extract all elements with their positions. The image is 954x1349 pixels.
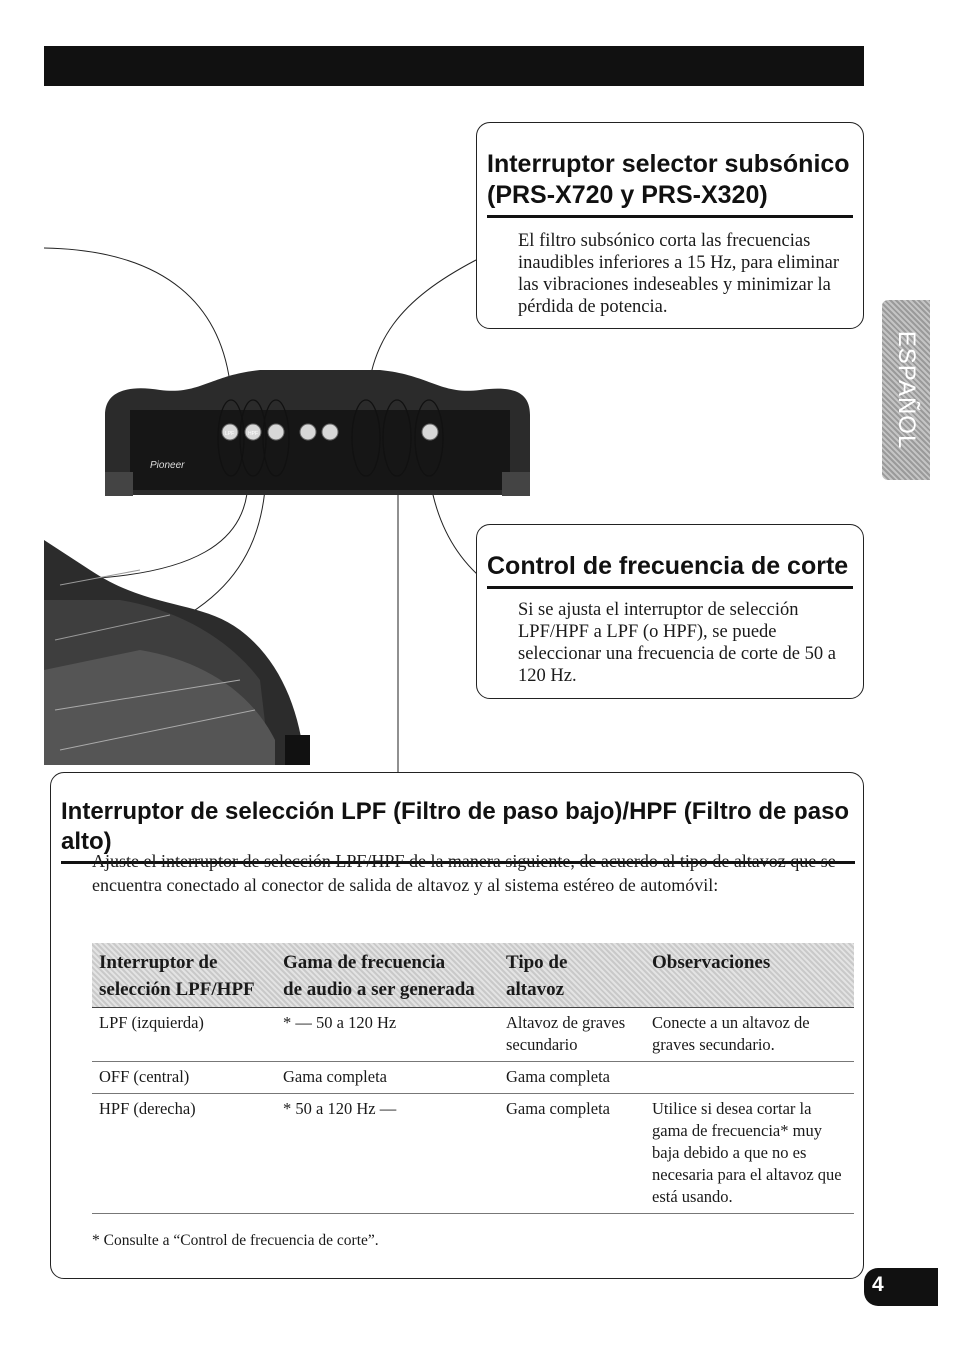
cell-speaker-type: Gama completa <box>499 1062 645 1094</box>
lpf-hpf-title: Interruptor de selección LPF (Filtro de paso bajo)/HPF (Filtro de paso alto) <box>61 797 855 864</box>
footnote: * Consulte a “Control de frecuencia de corte”. <box>92 1232 379 1249</box>
cell-frequency: Gama completa <box>276 1062 499 1094</box>
language-tab-label: ESPAÑOL <box>893 330 920 450</box>
brand-logo: Pioneer <box>150 460 185 471</box>
cell-frequency: * 50 a 120 Hz — <box>276 1094 499 1214</box>
cutoff-body: Si se ajusta el interruptor de selección LPF/HPF a LPF (o HPF), se puede seleccionar una frecuencia de corte de 50 a 120 Hz. <box>518 600 836 686</box>
cell-switch: OFF (central) <box>92 1062 276 1094</box>
header-frequency: Gama de frecuencia de audio a ser generada <box>276 943 499 1008</box>
cell-switch: HPF (derecha) <box>92 1094 276 1214</box>
cell-remarks <box>645 1062 854 1094</box>
lpf-hpf-section <box>50 772 864 1279</box>
language-tab <box>882 300 930 480</box>
cutoff-frequency-section <box>476 524 864 699</box>
knob-label-lpf: LPF <box>225 431 235 437</box>
cell-remarks: Conecte a un altavoz de graves secundario. <box>645 1008 854 1062</box>
table-row <box>92 1062 854 1094</box>
subsonic-switch-section <box>476 122 864 329</box>
header-bar <box>44 46 864 86</box>
header-remarks: Observaciones <box>645 943 854 1008</box>
table-row <box>92 1008 854 1062</box>
subsonic-body: El filtro subsónico corta las frecuencias inaudibles inferiores a 15 Hz, para eliminar las vibraciones indeseables y minimizar la pérdida de potencia. <box>518 231 840 317</box>
cell-remarks: Utilice si desea cortar la gama de frecuencia* muy baja debido a que no es necesaria para el altavoz que está usando. <box>645 1094 854 1214</box>
page-number-tab <box>864 1268 938 1306</box>
header-speaker-type: Tipo de altavoz <box>499 943 645 1008</box>
cell-frequency: * — 50 a 120 Hz <box>276 1008 499 1062</box>
cell-switch: LPF (izquierda) <box>92 1008 276 1062</box>
cutoff-title: Control de frecuencia de corte <box>487 551 853 589</box>
amplifier-illustration <box>0 240 560 780</box>
cell-speaker-type: Altavoz de graves secundario <box>499 1008 645 1062</box>
lpf-hpf-intro: Ajuste el interruptor de selección LPF/HPF de la manera siguiente, de acuerdo al tipo de altavoz que se encuentra conectado al conector de salida de altavoz y al sistema estéreo de automóvil: <box>92 851 836 895</box>
lpf-hpf-table <box>92 943 854 1214</box>
table-header-row <box>92 943 854 1008</box>
knob-label-hpf: HPF <box>248 431 258 437</box>
header-switch: Interruptor de selección LPF/HPF <box>92 943 276 1008</box>
subsonic-title: Interruptor selector subsónico (PRS-X720 y PRS-X320) <box>487 149 853 218</box>
cell-speaker-type: Gama completa <box>499 1094 645 1214</box>
table-row <box>92 1094 854 1214</box>
page-number: 4 <box>872 1273 884 1296</box>
